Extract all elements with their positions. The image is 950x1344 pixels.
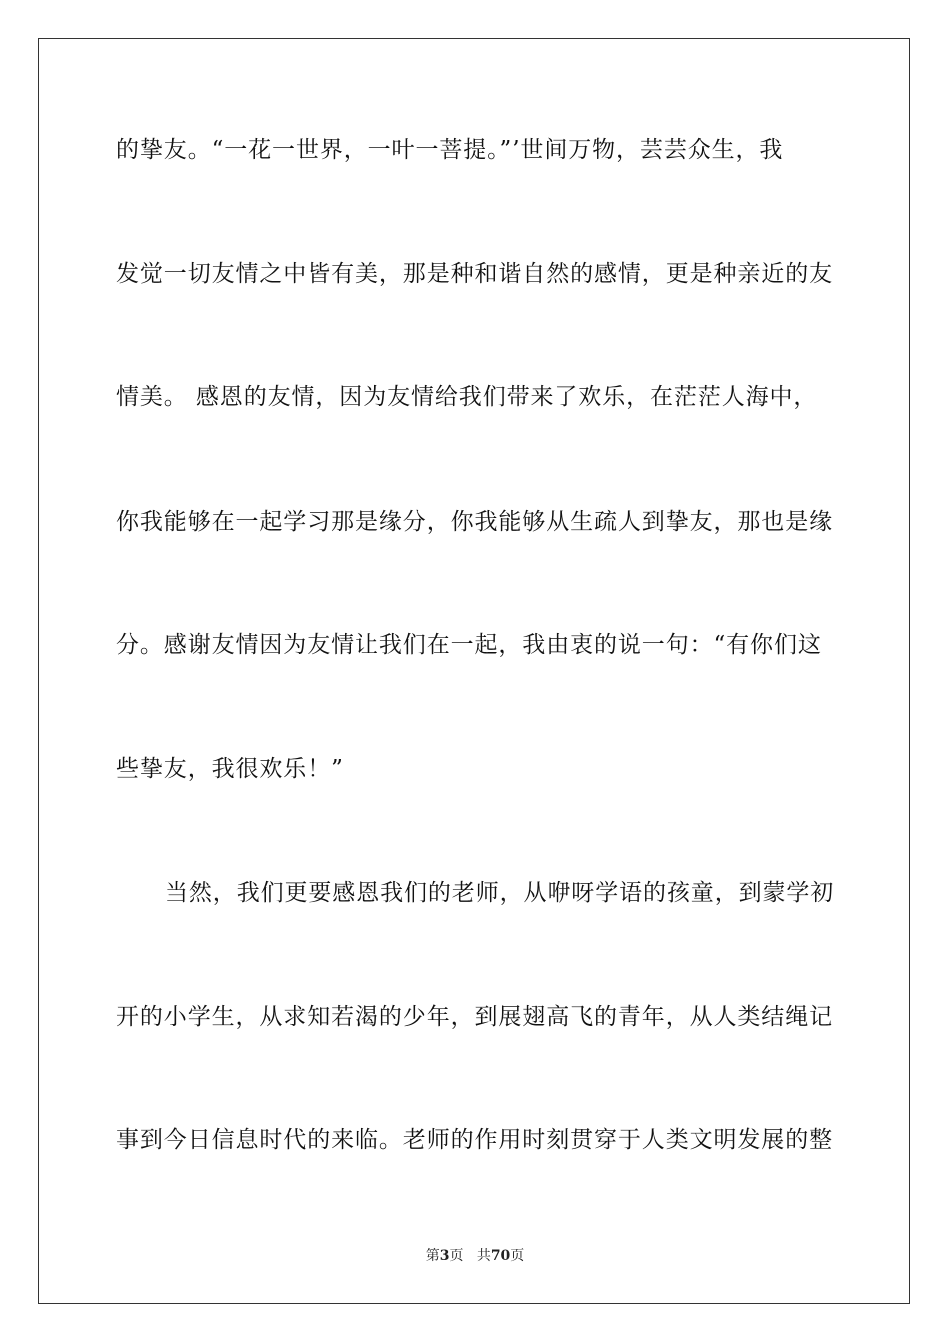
body-text-line: 你我能够在一起学习那是缘分，你我能够从生疏人到挚友，那也是缘: [116, 509, 833, 535]
total-pages: 70: [490, 1248, 511, 1264]
total-prefix: 共: [476, 1248, 491, 1264]
body-text-line: 的挚友。“一花一世界，一叶一菩提。”’世间万物，芸芸众生，我: [116, 137, 784, 163]
paragraph-first-line: 当然，我们更要感恩我们的老师，从咿呀学语的孩童，到蒙学初: [165, 880, 835, 906]
body-text-line: 开的小学生，从求知若渴的少年，到展翅高飞的青年，从人类结绳记: [116, 1004, 833, 1030]
page-border: [38, 38, 910, 1304]
page-prefix: 第: [425, 1248, 440, 1264]
body-text-line: 情美。 感恩的友情，因为友情给我们带来了欢乐，在茫茫人海中，: [116, 384, 818, 410]
total-suffix: 页: [510, 1248, 525, 1264]
page-suffix: 页: [449, 1248, 464, 1264]
body-text-line: 些挚友，我很欢乐！”: [116, 756, 344, 782]
body-text-line: 分。感谢友情因为友情让我们在一起，我由衷的说一句：“有你们这: [116, 632, 822, 658]
page-number: 3: [439, 1248, 450, 1264]
body-text-line: 发觉一切友情之中皆有美，那是种和谐自然的感情，更是种亲近的友: [116, 261, 833, 287]
body-text-line: 事到今日信息时代的来临。老师的作用时刻贯穿于人类文明发展的整: [116, 1127, 833, 1153]
page-footer: [0, 1247, 950, 1265]
